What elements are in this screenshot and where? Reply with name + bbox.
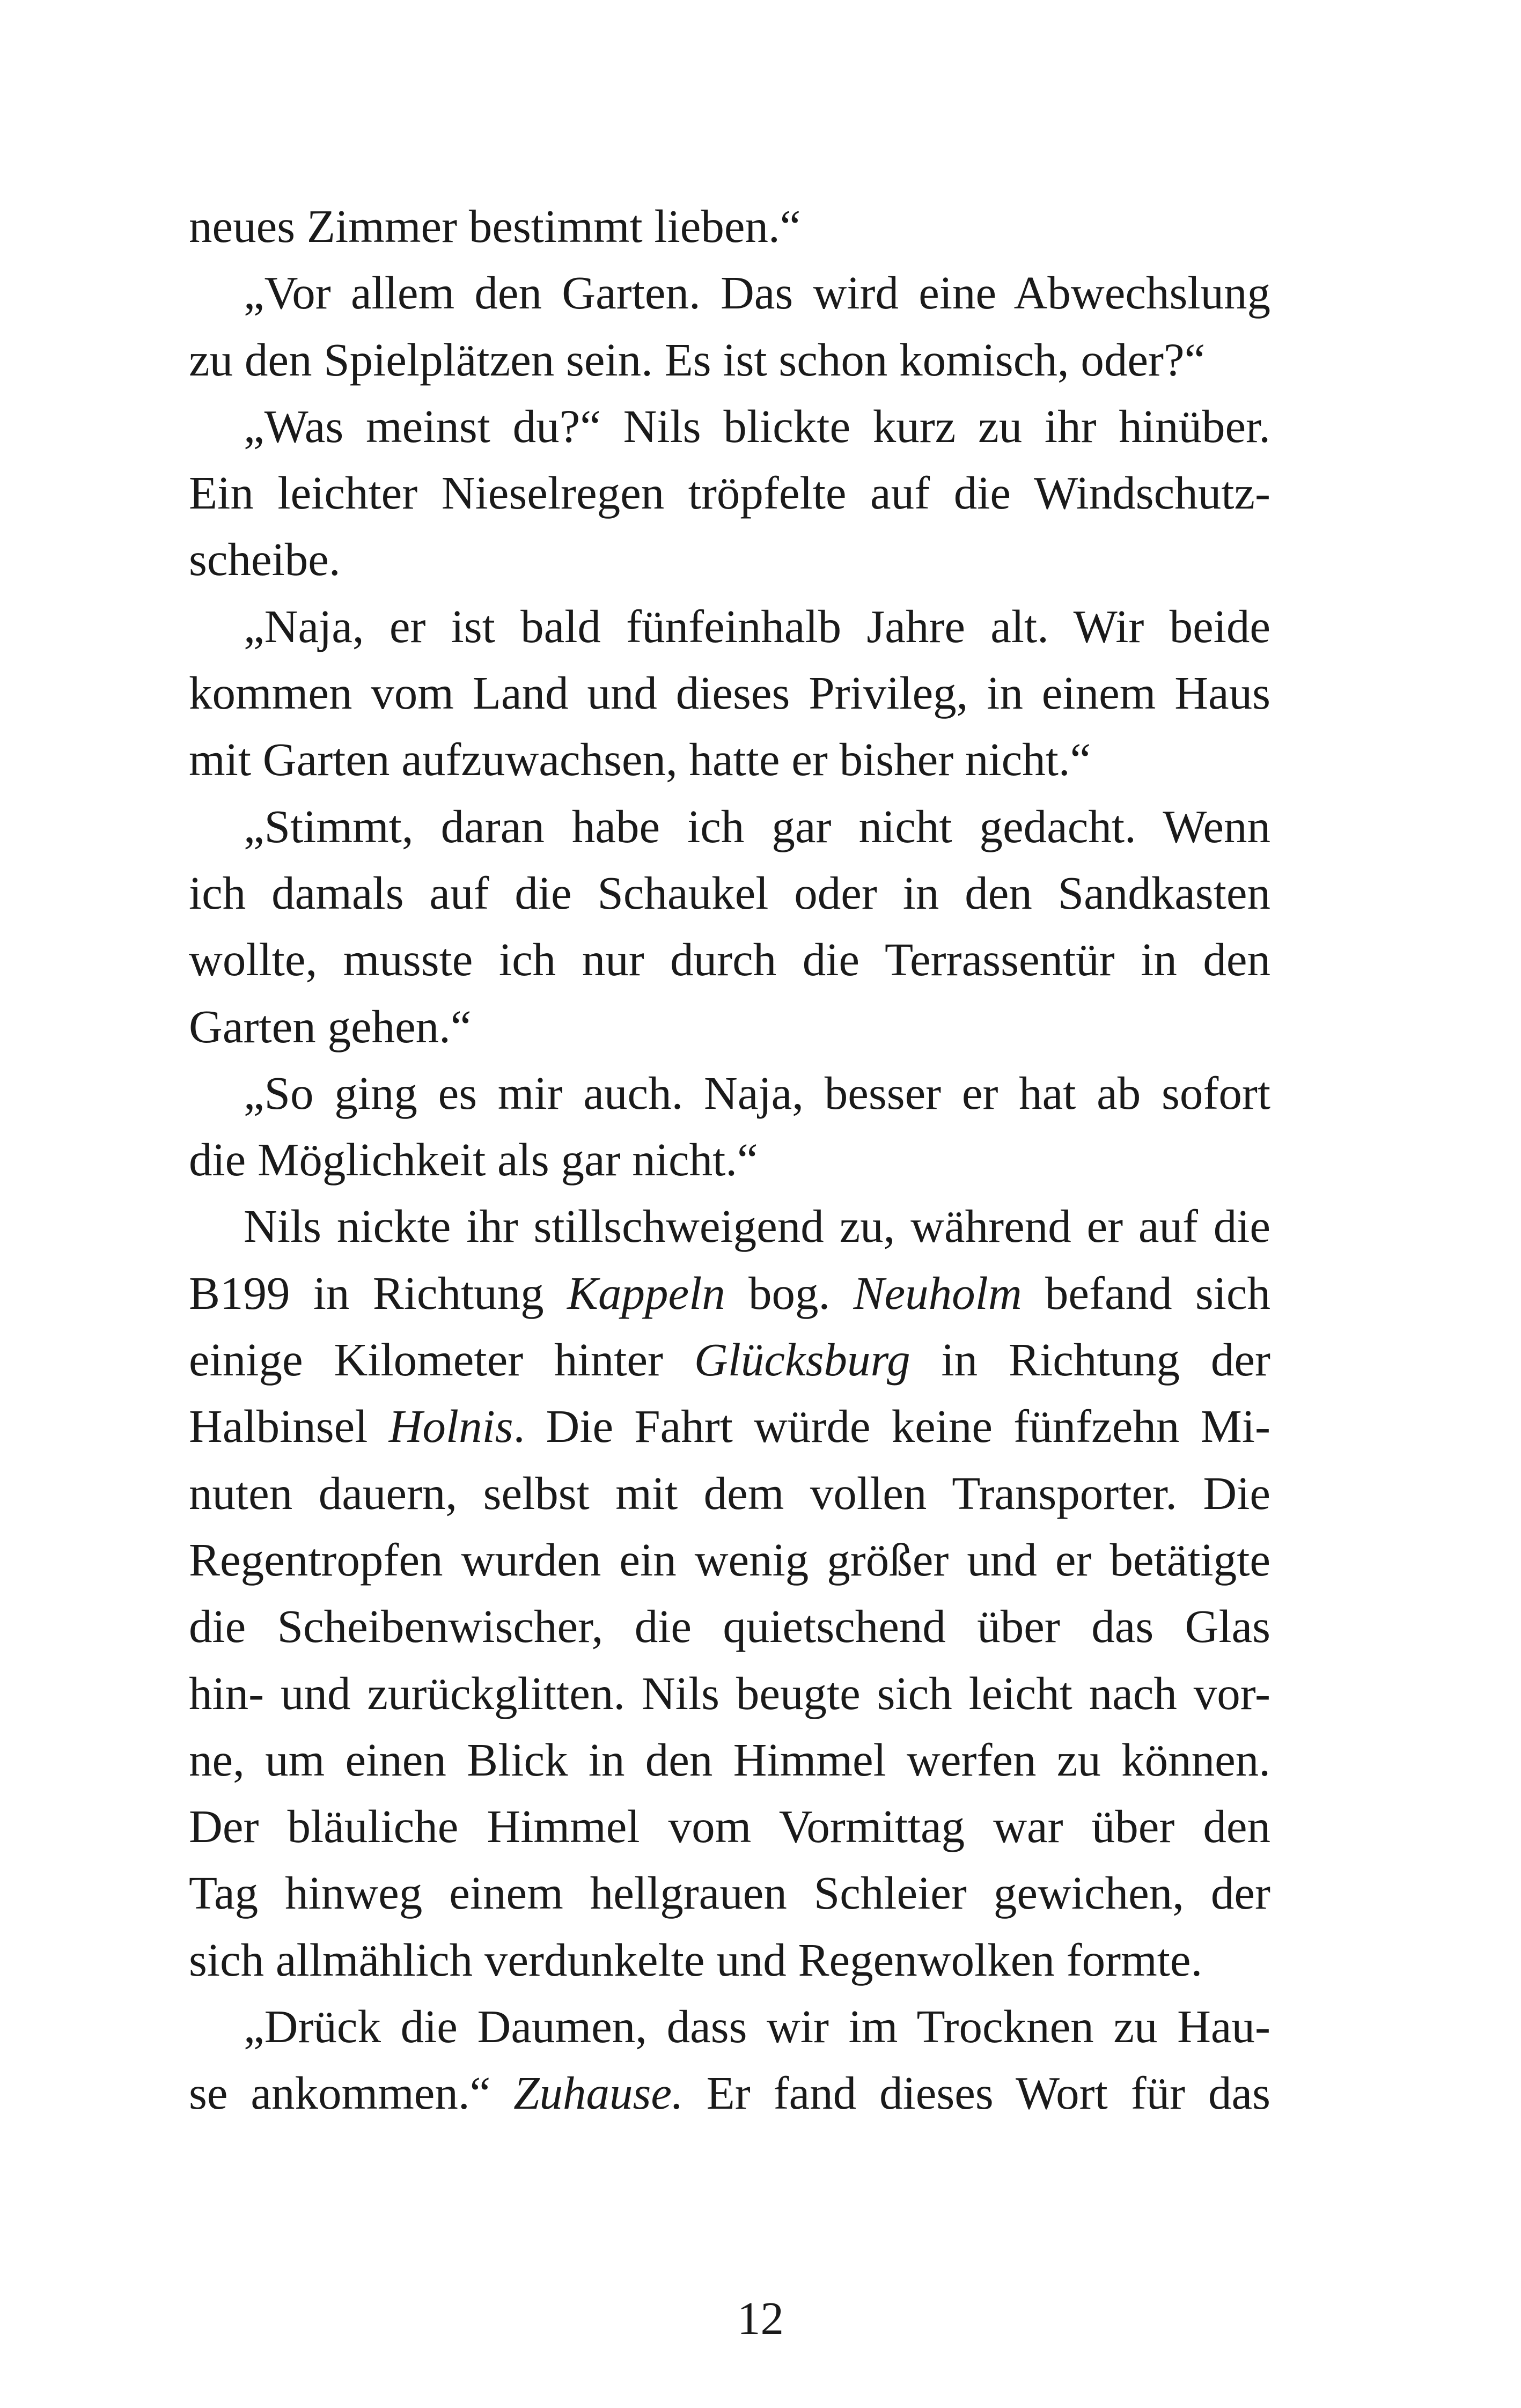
text-segment: „Vor allem den Garten. Das wird eine Abwechslung — [244, 267, 1270, 319]
text-segment: die Möglichkeit als gar nicht.“ — [189, 1133, 758, 1186]
italic-place-name: Neuholm — [853, 1266, 1022, 1319]
text-line — [189, 1593, 1270, 1660]
text-line — [189, 860, 1270, 926]
text-segment: B199 in Richtung — [189, 1266, 567, 1319]
text-segment: Regentropfen wurden ein wenig größer und er betätigte — [189, 1533, 1270, 1586]
text-line — [189, 1793, 1270, 1860]
text-segment: Nils nickte ihr stillschweigend zu, während er auf die — [244, 1200, 1270, 1253]
text-line — [189, 1660, 1270, 1727]
text-segment: hin- und zurückglitten. Nils beugte sich leicht nach vor- — [189, 1667, 1270, 1719]
text-line — [189, 1060, 1270, 1126]
text-segment: einige Kilometer hinter — [189, 1334, 694, 1386]
text-segment: wollte, musste ich nur durch die Terrassentür in den — [189, 933, 1270, 986]
text-line — [189, 660, 1270, 726]
text-line — [189, 1927, 1270, 1993]
text-segment: befand sich — [1022, 1266, 1270, 1319]
text-line — [189, 993, 1270, 1060]
text-segment: Garten gehen.“ — [189, 1000, 472, 1052]
text-segment: Er fand dieses Wort für das — [683, 2067, 1270, 2119]
text-segment: „Drück die Daumen, dass wir im Trocknen zu Hau- — [244, 2000, 1270, 2053]
italic-place-name: Zuhause. — [513, 2067, 684, 2119]
text-line — [189, 393, 1270, 460]
text-segment: „Naja, er ist bald fünfeinhalb Jahre alt. Wir beide — [244, 600, 1270, 652]
text-segment: ne, um einen Blick in den Himmel werfen zu können. — [189, 1733, 1270, 1786]
text-segment: Halbinsel — [189, 1400, 389, 1453]
text-segment: . Die Fahrt würde keine fünfzehn Mi- — [513, 1400, 1270, 1453]
text-segment: zu den Spielplätzen sein. Es ist schon komisch, oder?“ — [189, 333, 1206, 386]
text-segment: mit Garten aufzuwachsen, hatte er bisher nicht.“ — [189, 733, 1091, 786]
text-line — [189, 460, 1270, 526]
text-line — [189, 193, 1270, 260]
page-number: 12 — [737, 2292, 784, 2344]
text-line — [189, 1993, 1270, 2060]
text-segment: „Stimmt, daran habe ich gar nicht gedacht. Wenn — [244, 800, 1270, 852]
text-line — [189, 2060, 1270, 2126]
text-line — [189, 593, 1270, 660]
text-line — [189, 1460, 1270, 1527]
italic-place-name: Kappeln — [567, 1266, 725, 1319]
text-segment: kommen vom Land und dieses Privileg, in einem Haus — [189, 667, 1270, 719]
text-segment: sich allmählich verdunkelte und Regenwolken formte. — [189, 1933, 1203, 1986]
text-segment: nuten dauern, selbst mit dem vollen Transporter. Die — [189, 1467, 1270, 1519]
text-line — [189, 1193, 1270, 1260]
text-line — [189, 1527, 1270, 1593]
text-segment: in Richtung der — [910, 1334, 1270, 1386]
text-segment: Ein leichter Nieselregen tröpfelte auf die Windschutz- — [189, 467, 1270, 519]
text-line — [189, 726, 1270, 793]
text-segment: scheibe. — [189, 533, 341, 586]
text-line — [189, 327, 1270, 393]
text-line — [189, 526, 1270, 593]
text-line — [189, 926, 1270, 993]
text-segment: neues Zimmer bestimmt lieben.“ — [189, 200, 801, 252]
body-text — [189, 193, 1270, 2127]
text-line — [189, 1327, 1270, 1393]
text-segment: se ankommen.“ — [189, 2067, 514, 2119]
text-segment: Tag hinweg einem hellgrauen Schleier gewichen, der — [189, 1867, 1270, 1919]
text-line — [189, 793, 1270, 860]
text-line — [189, 1260, 1270, 1327]
text-line — [189, 1860, 1270, 1926]
text-segment: Der bläuliche Himmel vom Vormittag war über den — [189, 1800, 1270, 1853]
italic-place-name: Holnis — [388, 1400, 513, 1453]
text-line — [189, 1727, 1270, 1793]
text-segment: bog. — [725, 1266, 854, 1319]
italic-place-name: Glücksburg — [694, 1334, 910, 1386]
text-segment: die Scheibenwischer, die quietschend über das Glas — [189, 1600, 1270, 1653]
text-line — [189, 1393, 1270, 1460]
text-segment: „So ging es mir auch. Naja, besser er hat ab sofort — [244, 1066, 1270, 1119]
text-line — [189, 1126, 1270, 1193]
text-segment: ich damals auf die Schaukel oder in den Sandkasten — [189, 866, 1270, 919]
text-line — [189, 260, 1270, 326]
text-segment: „Was meinst du?“ Nils blickte kurz zu ihr hinüber. — [244, 400, 1270, 452]
